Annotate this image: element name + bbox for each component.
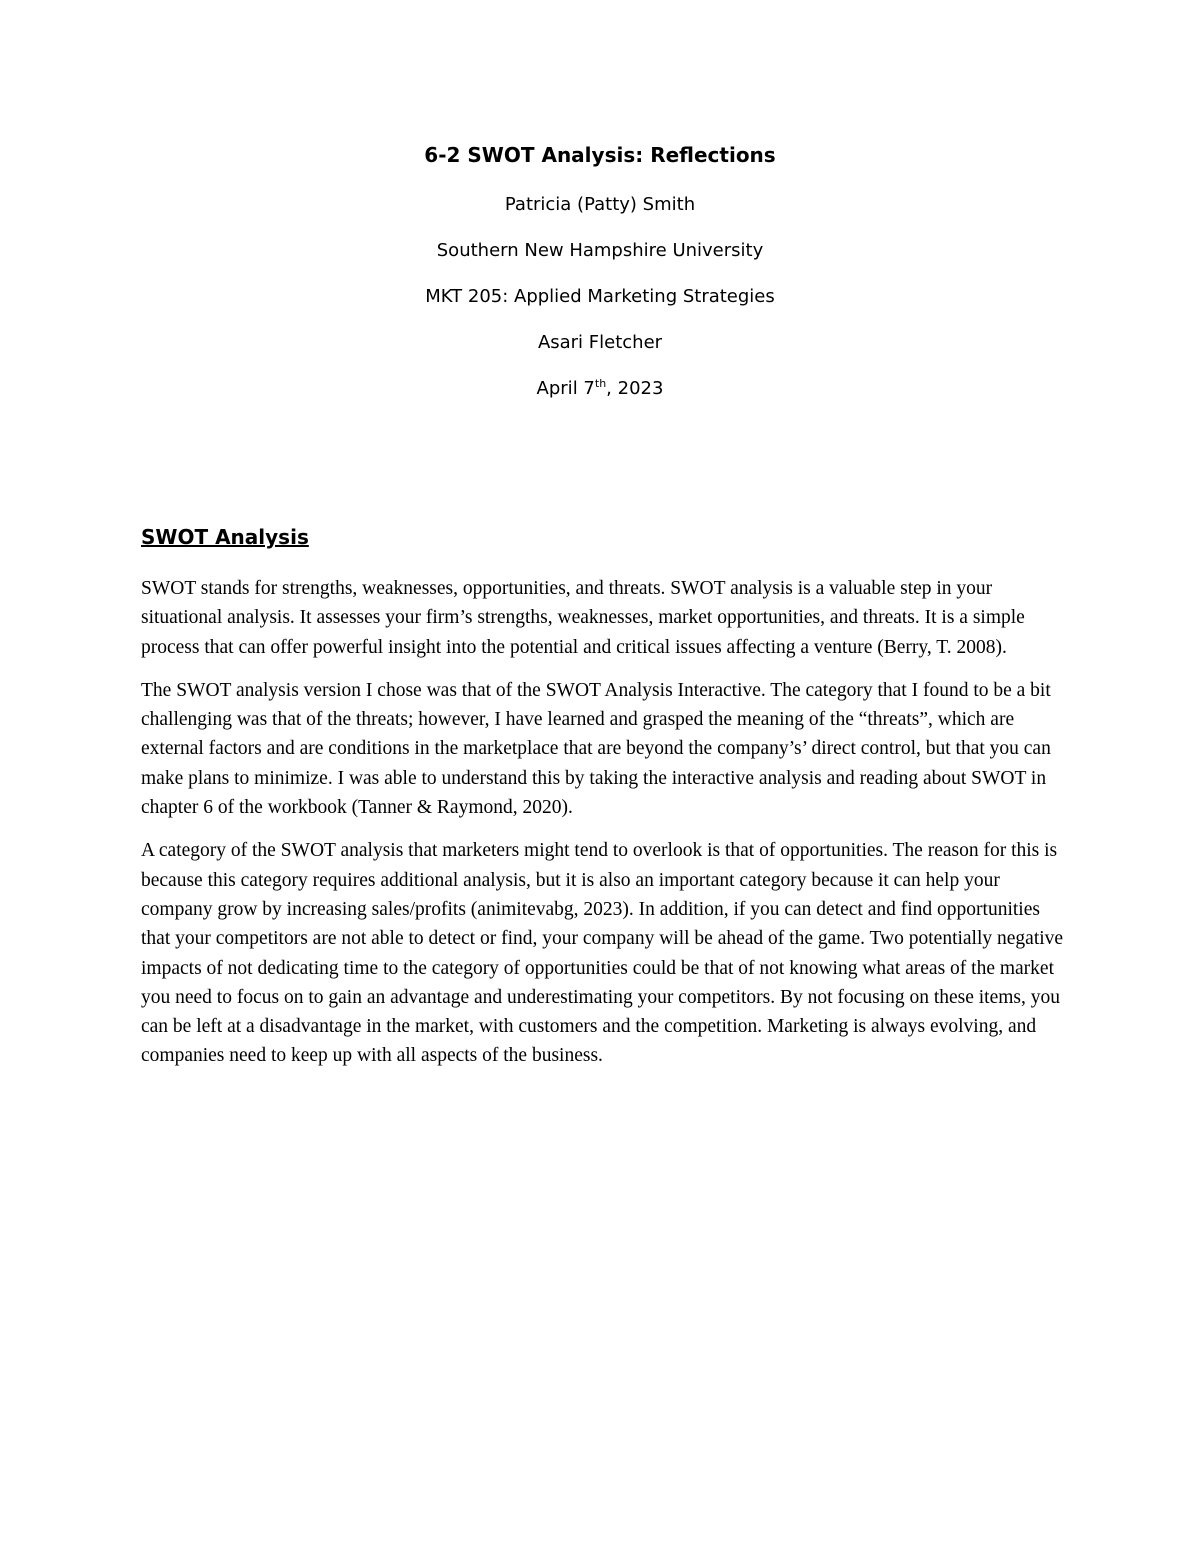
submission-date xyxy=(0,377,1200,401)
document-title: 6-2 SWOT Analysis: Reflections xyxy=(424,143,776,167)
body-paragraph-1: SWOT stands for strengths, weaknesses, opportunities, and threats. SWOT analysis is a valuable step in your situational analysis. It assesses your firm’s strengths, weaknesses, market opportunities, and threats. It is a simple process that can offer powerful insight into the potential and critical issues affecting a venture (Berry, T. 2008). xyxy=(141,578,1025,658)
date-superscript: th xyxy=(594,377,607,390)
institution-name: Southern New Hampshire University xyxy=(436,240,764,261)
body-paragraph-2: The SWOT analysis version I chose was that of the SWOT Analysis Interactive. The category that I found to be a bit challenging was that of the threats; however, I have learned and grasped the meaning of the “threats”, which are external factors and are conditions in the marketplace that are beyond the company’s’ direct control, but that you can make plans to minimize. I was able to understand this by taking the interactive analysis and reading about SWOT in chapter 6 of the workbook (Tanner & Raymond, 2020). xyxy=(141,679,1051,819)
date-prefix: April 7 xyxy=(536,378,595,399)
section-heading: SWOT Analysis xyxy=(141,525,309,549)
instructor-name: Asari Fletcher xyxy=(537,332,663,353)
date-suffix: , 2023 xyxy=(606,378,664,399)
course-name: MKT 205: Applied Marketing Strategies xyxy=(425,286,775,307)
title-page-block xyxy=(0,142,1200,423)
body-paragraph-3: A category of the SWOT analysis that marketers might tend to overlook is that of opportunities. The reason for this is because this category requires additional analysis, but it is also an important category because it can help your company grow by increasing sales/profits (animitevabg, 2023). In addition, if you can detect and find opportunities that your competitors are not able to detect or find, your company will be ahead of the game. Two potentially negative impacts of not dedicating time to the category of opportunities could be that of not knowing what areas of the market you need to focus on to gain an advantage and underestimating your competitors. By not focusing on these items, you can be left at a disadvantage in the market, with customers and the competition. Marketing is always evolving, and companies need to keep up with all aspects of the business. xyxy=(141,840,1064,1067)
author-name: Patricia (Patty) Smith xyxy=(504,194,696,215)
document-body xyxy=(141,522,1066,1085)
